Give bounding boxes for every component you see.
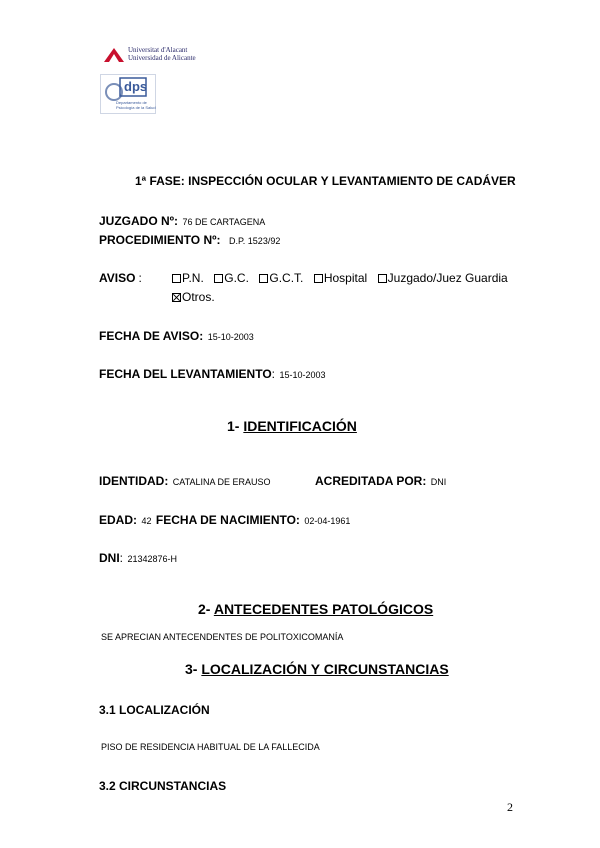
university-name-es: Universidad de Alicante [128,54,196,62]
aviso-option-otros[interactable]: Otros. [172,290,215,304]
subsection-3-2-title: 3.2 CIRCUNSTANCIAS [99,779,227,793]
fecha-aviso-row [99,327,254,345]
section-3-title: LOCALIZACIÓN Y CIRCUNSTANCIAS [201,661,449,677]
dni-row [99,549,177,567]
aviso-option-gct[interactable]: G.C.T. [259,271,303,285]
subsection-3-1-title: 3.1 LOCALIZACIÓN [99,703,210,717]
edad-label: EDAD: [99,513,137,527]
section-1-heading [227,418,357,434]
dept-name-line2: Psicología de la Salud [116,105,156,110]
procedimiento-value: D.P. 1523/92 [228,236,281,246]
phase-title: 1ª FASE: INSPECCIÓN OCULAR Y LEVANTAMIENTO DE CADÁVER [135,174,516,188]
dni-colon: : [119,551,124,565]
university-name-ca: Universitat d'Alacant [128,46,188,54]
fecha-levantamiento-colon: : [271,367,276,381]
juzgado-value: 76 DE CARTAGENA [182,217,266,227]
aviso-option-hospital[interactable]: Hospital [314,271,367,285]
section-1-title: IDENTIFICACIÓN [243,418,357,434]
fecha-levantamiento-value: 15-10-2003 [279,370,326,380]
checkbox-checked-icon [172,293,181,302]
section-1-number: 1- [227,418,240,434]
acreditada-row [315,472,446,490]
nacimiento-label: FECHA DE NACIMIENTO: [155,513,300,527]
aviso-option-juzgado[interactable]: Juzgado/Juez Guardia [378,271,508,285]
identidad-row [99,472,270,490]
juzgado-label: JUZGADO Nº: [99,214,179,228]
localizacion-text: PISO DE RESIDENCIA HABITUAL DE LA FALLECIDA [101,742,320,752]
edad-row [99,511,350,529]
university-emblem-icon [104,48,124,62]
fecha-aviso-label: FECHA DE AVISO: [99,329,204,343]
fecha-aviso-value: 15-10-2003 [207,332,254,342]
identidad-label: IDENTIDAD: [99,474,169,488]
aviso-colon: : [138,271,142,285]
dni-label: DNI [99,551,120,565]
checkbox-icon [259,274,268,283]
section-2-number: 2- [198,601,211,617]
department-logo [100,74,156,114]
aviso-label: AVISO [99,271,136,285]
section-2-heading [198,601,433,617]
aviso-label-group [99,269,142,287]
dps-logo-text: dps [124,79,148,94]
antecedentes-text: SE APRECIAN ANTECENDENTES DE POLITOXICOMANÍA [101,632,344,642]
acreditada-label: ACREDITADA POR: [315,474,427,488]
checkbox-icon [378,274,387,283]
nacimiento-value: 02-04-1961 [304,516,351,526]
section-3-number: 3- [185,661,198,677]
juzgado-row [99,212,265,230]
fecha-levantamiento-label: FECHA DEL LEVANTAMIENTO [99,367,272,381]
dni-value: 21342876-H [127,554,178,564]
aviso-option-gc[interactable]: G.C. [214,271,249,285]
page-number: 2 [507,800,513,814]
procedimiento-row [99,231,280,249]
section-2-title: ANTECEDENTES PATOLÓGICOS [213,601,434,617]
checkbox-icon [172,274,181,283]
identidad-value: CATALINA DE ERAUSO [172,477,271,487]
aviso-option-pn[interactable]: P.N. [172,271,204,285]
dept-name-line1: Departamento de [116,100,147,105]
section-3-heading [185,661,449,677]
aviso-options [172,269,508,287]
fecha-levantamiento-row [99,365,326,383]
checkbox-icon [214,274,223,283]
procedimiento-label: PROCEDIMIENTO Nº: [99,233,221,247]
checkbox-icon [314,274,323,283]
edad-value: 42 [141,516,152,526]
acreditada-value: DNI [430,477,447,487]
